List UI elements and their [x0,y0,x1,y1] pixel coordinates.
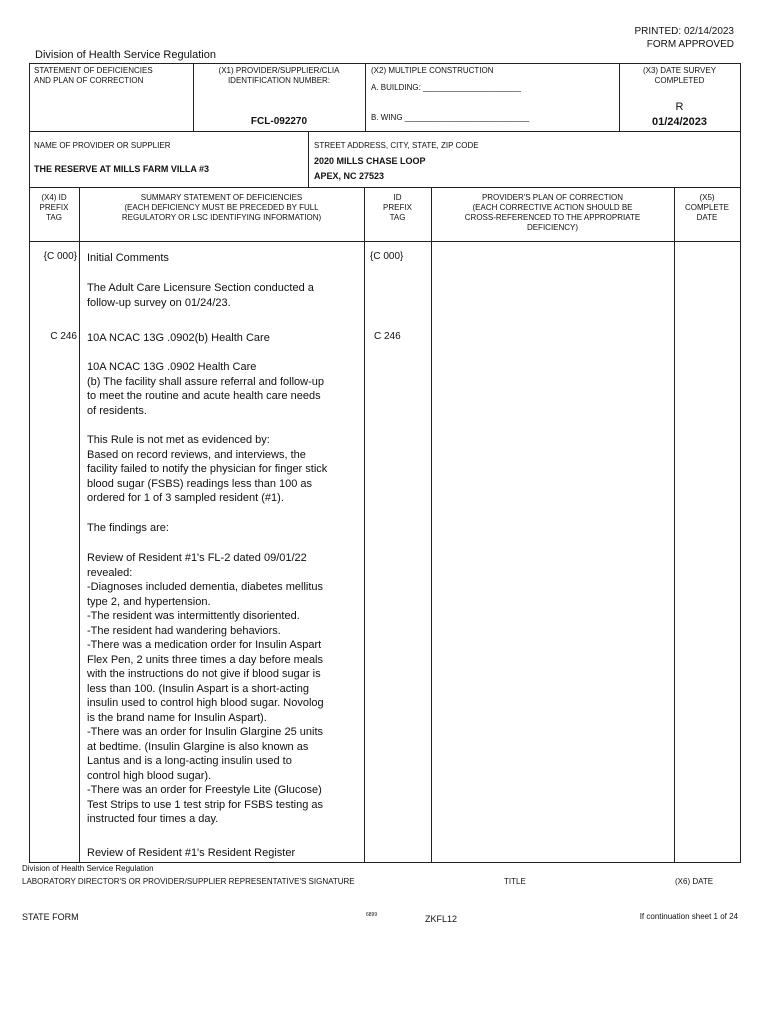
title-label: TITLE [504,877,526,886]
x1-label: (X1) PROVIDER/SUPPLIER/CLIA IDENTIFICATION NUMBER: [218,66,340,85]
footer-division: Division of Health Service Regulation [22,864,154,873]
paragraph-register-review: Review of Resident #1's Resident Register [87,847,296,859]
form-id: ZKFL12 [425,914,458,924]
statement-label: STATEMENT OF DEFICIENCIES AND PLAN OF CORRECTION [34,66,153,85]
paragraph-survey: The Adult Care Licensure Section conducted a follow-up survey on 01/24/23. [87,282,314,309]
x3-label: (X3) DATE SURVEY COMPLETED [642,66,717,85]
id-header: ID PREFIX TAG [383,193,412,222]
wing-field: B. WING ____________________________ [371,113,530,122]
state-form-label: STATE FORM [22,912,79,922]
paragraph-fl2-review: Review of Resident #1's FL-2 dated 09/01/22 revealed: -Diagnoses included dementia, diabetes mellitus type 2, and hypertension. -The resident was intermittently disoriented. -The resident had wandering behaviors. -There was a medication order for Insulin Aspart Flex Pen, 2 units three times a day before meals with the instructions do not give if blood sugar is less than 100. (Insulin Aspart is a short-acting insulin used to control high blood sugar. Novolog is the brand name for Insulin Aspart). -There was an order for Insulin Glargine 25 units at bedtime. (Insulin Glargine is also known as Lantus and is a long-acting insulin used to control high blood sugar). -There was an order for Freestyle Lite (Glucose) Test Strips to use 1 test strip for FSBS testing as instructed four times a day. [87,552,324,825]
tag-c000-right: {C 000} [370,251,404,262]
rule-heading: 10A NCAC 13G .0902(b) Health Care [87,332,270,344]
address-label: STREET ADDRESS, CITY, STATE, ZIP CODE [314,141,479,150]
provider-label: NAME OF PROVIDER OR SUPPLIER [34,141,171,150]
x5-header: (X5) COMPLETE DATE [684,193,729,222]
plan-header: PROVIDER'S PLAN OF CORRECTION (EACH CORRECTIVE ACTION SHOULD BE CROSS-REFERENCED TO THE APPROPRIATE DEFICIENCY) [464,193,641,232]
x2-label: (X2) MULTIPLE CONSTRUCTION [371,66,494,75]
form-approved: FORM APPROVED [646,39,734,50]
building-field: A. BUILDING: ______________________ [371,83,521,92]
survey-code: R [675,101,684,113]
summary-header: SUMMARY STATEMENT OF DEFICIENCIES (EACH DEFICIENCY MUST BE PRECEDED BY FULL REGULATORY OR LSC IDENTIFYING INFORMATION) [121,193,322,222]
form-code: 6899 [366,912,378,918]
paragraph-findings: The findings are: [87,522,169,534]
continuation-sheet: If continuation sheet 1 of 24 [639,912,738,921]
tag-c246-right: C 246 [374,331,401,342]
tag-c246-left: C 246 [50,331,77,342]
x4-header: (X4) ID PREFIX TAG [39,193,69,222]
printed-date: PRINTED: 02/14/2023 [634,26,734,37]
division-title: Division of Health Service Regulation [35,49,216,61]
tag-c000-left: {C 000} [43,251,77,262]
provider-name: THE RESERVE AT MILLS FARM VILLA #3 [34,164,210,174]
print-header [635,25,735,51]
initial-comments: Initial Comments [87,252,169,264]
provider-id: FCL-092270 [250,116,308,127]
survey-date: 01/24/2023 [651,116,708,128]
address-line-2: APEX, NC 27523 [314,171,385,181]
x6-date-label: (X6) DATE [675,877,714,886]
address-line-1: 2020 MILLS CHASE LOOP [314,156,426,166]
paragraph-evidence: This Rule is not met as evidenced by: Based on record reviews, and interviews, the facility failed to notify the physician for finger stick blood sugar (FSBS) readings less than 100 as ordered for 1 of 3 sampled resident (#1). [87,434,328,504]
paragraph-rule: 10A NCAC 13G .0902 Health Care (b) The facility shall assure referral and follow-up to meet the routine and acute health care needs of residents. [87,361,325,417]
signature-label: LABORATORY DIRECTOR'S OR PROVIDER/SUPPLIER REPRESENTATIVE'S SIGNATURE [22,877,355,886]
